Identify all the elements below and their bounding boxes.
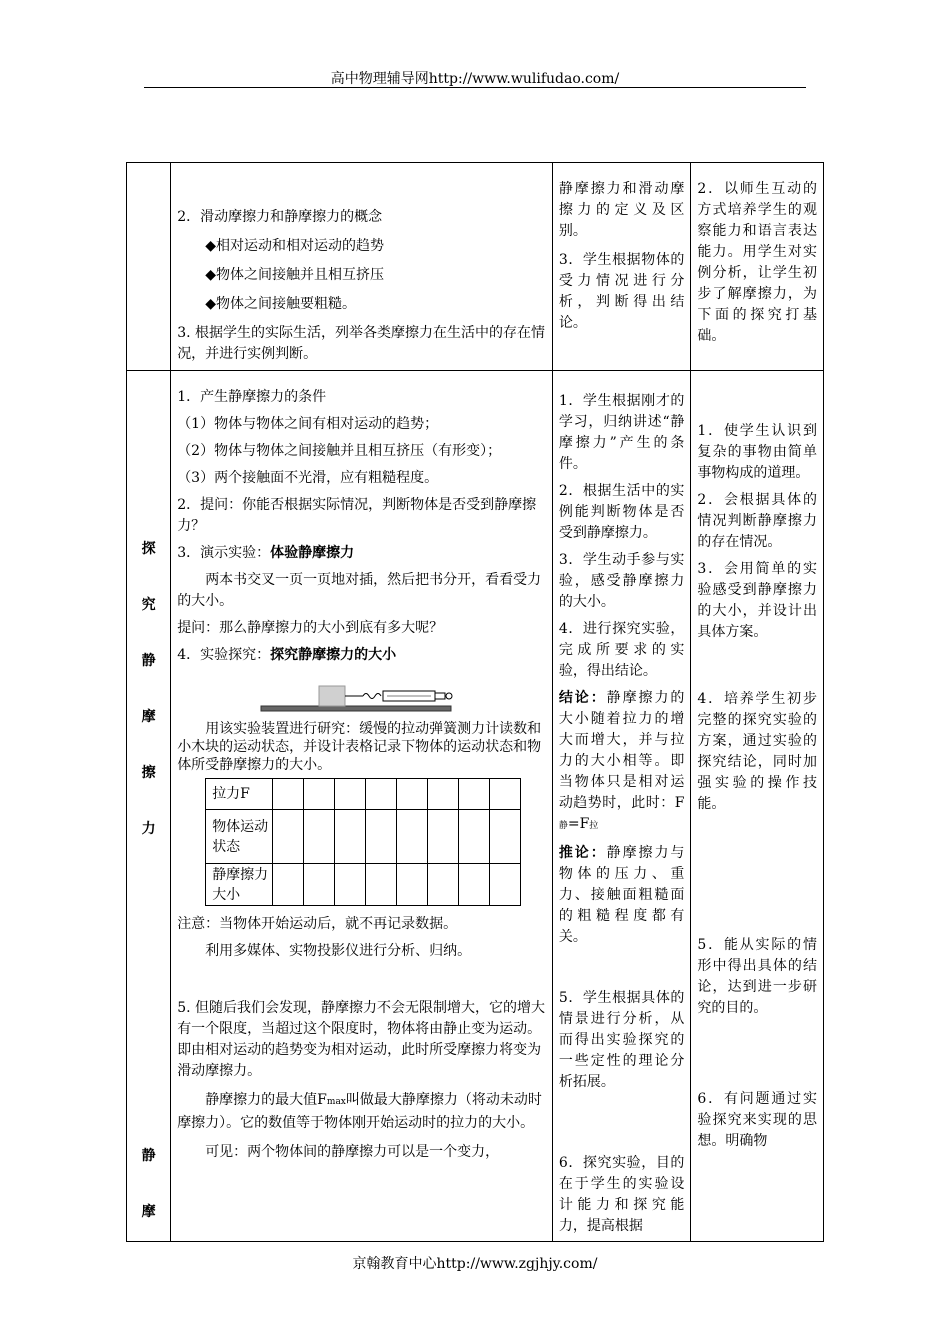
text: 静摩擦力的最大值F (205, 1092, 327, 1108)
page-header: 高中物理辅导网http://www.wulifudao.com/ (330, 71, 620, 87)
scale-handle (435, 693, 445, 699)
wood-block (319, 686, 345, 706)
label: 3．演示实验： (177, 545, 271, 561)
paragraph: 2．会根据具体的情况判断静摩擦力的存在情况。 (697, 492, 817, 550)
bold-title: 探究静摩擦力的大小 (270, 647, 397, 663)
content-cell (171, 163, 553, 371)
subscript: 静 (558, 821, 568, 831)
paragraph: 3．学生动手参与实验，感受静摩擦力的大小。 (558, 552, 685, 610)
paragraph: 静摩擦力和滑动摩擦力的定义及区别。 (558, 181, 685, 239)
paragraph: （3）两个接触面不光滑，应有粗糙程度。 (177, 470, 439, 486)
paragraph: 5．能从实际的情形中得出具体的结论，达到进一步研究的目的。 (697, 937, 817, 1016)
table-row (127, 371, 824, 1242)
subscript: 拉 (589, 821, 599, 831)
paragraph: 2．滑动摩擦力和静摩擦力的概念 (177, 209, 383, 225)
bold-title: 体验静摩擦力 (270, 545, 355, 561)
record-table (205, 778, 521, 906)
label: 推论： (558, 845, 607, 861)
paragraph (177, 543, 546, 564)
paragraph: 4．培养学生初步完整的探究实验的方案，通过实验的探究结论，同时加强实验的操作技能。 (697, 691, 817, 812)
section-cell (127, 163, 171, 371)
section-char: 摩 (141, 1204, 156, 1220)
paragraph: 利用多媒体、实物投影仪进行分析、归纳。 (205, 943, 472, 959)
paragraph: 4．进行探究实验，完成所要求的实验，得出结论。 (558, 621, 685, 679)
paragraph: 提问：那么静摩擦力的大小到底有多大呢？ (177, 620, 444, 636)
subscript: max (326, 1097, 346, 1107)
content-cell (171, 371, 553, 1242)
label: 4．实验探究： (177, 647, 271, 663)
text: 静摩擦力与物体的压力、重力、接触面粗糙面的粗糙程度都有关。 (558, 845, 685, 945)
paragraph: 3. 根据学生的实际生活，列举各类摩擦力在生活中的存在情况，并进行实例判断。 (177, 325, 545, 362)
board (261, 706, 451, 711)
table-row (206, 779, 521, 810)
paragraph (177, 1090, 546, 1134)
table-cell: 静摩擦力大小 (206, 864, 273, 906)
experiment-apparatus (177, 676, 546, 720)
paragraph: 3．会用简单的实验感受到静摩擦力的大小，并设计出具体方案。 (697, 561, 817, 640)
paragraph (177, 645, 546, 666)
paragraph: 1．使学生认识到复杂的事物由简单事物构成的道理。 (697, 423, 817, 481)
bullet-item: ◆相对运动和相对运动的趋势 (205, 238, 384, 254)
intent-cell (691, 163, 824, 371)
section-char: 摩 (141, 709, 156, 725)
table-cell: 拉力F (206, 779, 273, 810)
header-rule (144, 87, 806, 88)
paragraph: 2．提问：你能否根据实际情况，判断物体是否受到静摩擦力？ (177, 497, 537, 534)
page-footer: 京翰教育中心http://www.zgjhjy.com/ (352, 1256, 598, 1272)
scale-ring (446, 693, 452, 699)
label: 结论： (558, 690, 607, 706)
table-row (127, 163, 824, 371)
intent-cell (691, 371, 824, 1242)
paragraph: （1）物体与物体之间有相对运动的趋势； (177, 416, 439, 432)
paragraph: 两本书交叉一页一页地对插，然后把书分开，看看受力的大小。 (177, 572, 542, 609)
paragraph (559, 688, 685, 837)
table-row (206, 864, 521, 906)
section-char: 力 (141, 821, 156, 837)
table-cell: 物体运动状态 (206, 810, 273, 864)
paragraph: 1．产生静摩擦力的条件 (177, 389, 327, 405)
hook-spring (363, 694, 381, 699)
paragraph: 注意：当物体开始运动后，就不再记录数据。 (177, 916, 458, 932)
bullet-item: ◆物体之间接触并且相互挤压 (205, 267, 384, 283)
paragraph: 2．根据生活中的实例能判断物体是否受到静摩擦力。 (558, 483, 685, 541)
paragraph: 1．学生根据刚才的学习，归纳讲述“静摩擦力”产生的条件。 (558, 393, 685, 472)
text: 叫做最大静摩擦力（将动未动时摩擦力）。它的数值等于物体刚开始运动时的拉力的大小。 (177, 1092, 542, 1131)
paragraph: 用该实验装置进行研究：缓慢的拉动弹簧测力计读数和小木块的运动状态，并设计表格记录下物体的运动状态和物体所受静摩擦力的大小。 (177, 721, 542, 773)
section-char: 究 (141, 597, 156, 613)
section-char: 探 (141, 541, 156, 557)
section-char: 静 (141, 1148, 156, 1164)
apparatus-diagram (177, 676, 547, 720)
paragraph: 3．学生根据物体的受力情况进行分析，判断得出结论。 (558, 252, 685, 331)
paragraph: 6．探究实验，目的在于学生的实验设计能力和探究能力，提高根据 (558, 1155, 685, 1234)
paragraph: 5．学生根据具体的情景进行分析，从而得出实验探究的一些定性的理论分析拓展。 (558, 990, 685, 1090)
text: 静摩擦力的大小随着拉力的增大而增大，并与拉力的大小相等。即当物体只是相对运动趋势时，此时：F (558, 690, 685, 811)
table-row (206, 810, 521, 864)
paragraph: （2）物体与物体之间接触并且相互挤压（有形变）； (177, 443, 502, 459)
student-cell (552, 163, 691, 371)
paragraph (559, 843, 685, 948)
lesson-table (126, 162, 824, 1242)
section-title-cell (127, 371, 171, 1242)
student-cell (552, 371, 691, 1242)
paragraph: 可见：两个物体间的静摩擦力可以是一个变力， (205, 1144, 500, 1160)
section-char: 擦 (141, 765, 156, 781)
section-char: 静 (141, 653, 156, 669)
text: =F (567, 816, 590, 832)
paragraph: 2．以师生互动的方式培养学生的观察能力和语言表达能力。用学生对实例分析，让学生初步了解摩擦力，为下面的探究打基础。 (697, 181, 817, 344)
paragraph: 6．有问题通过实验探究来实现的思想。明确物 (697, 1091, 817, 1149)
paragraph: 5. 但随后我们会发现，静摩擦力不会无限制增大，它的增大有一个限度，当超过这个限度时，物体将由静止变为运动。即由相对运动的趋势变为相对运动，此时所受摩擦力将变为滑动摩擦力。 (177, 1000, 545, 1079)
bullet-item: ◆物体之间接触要粗糙。 (205, 296, 356, 312)
